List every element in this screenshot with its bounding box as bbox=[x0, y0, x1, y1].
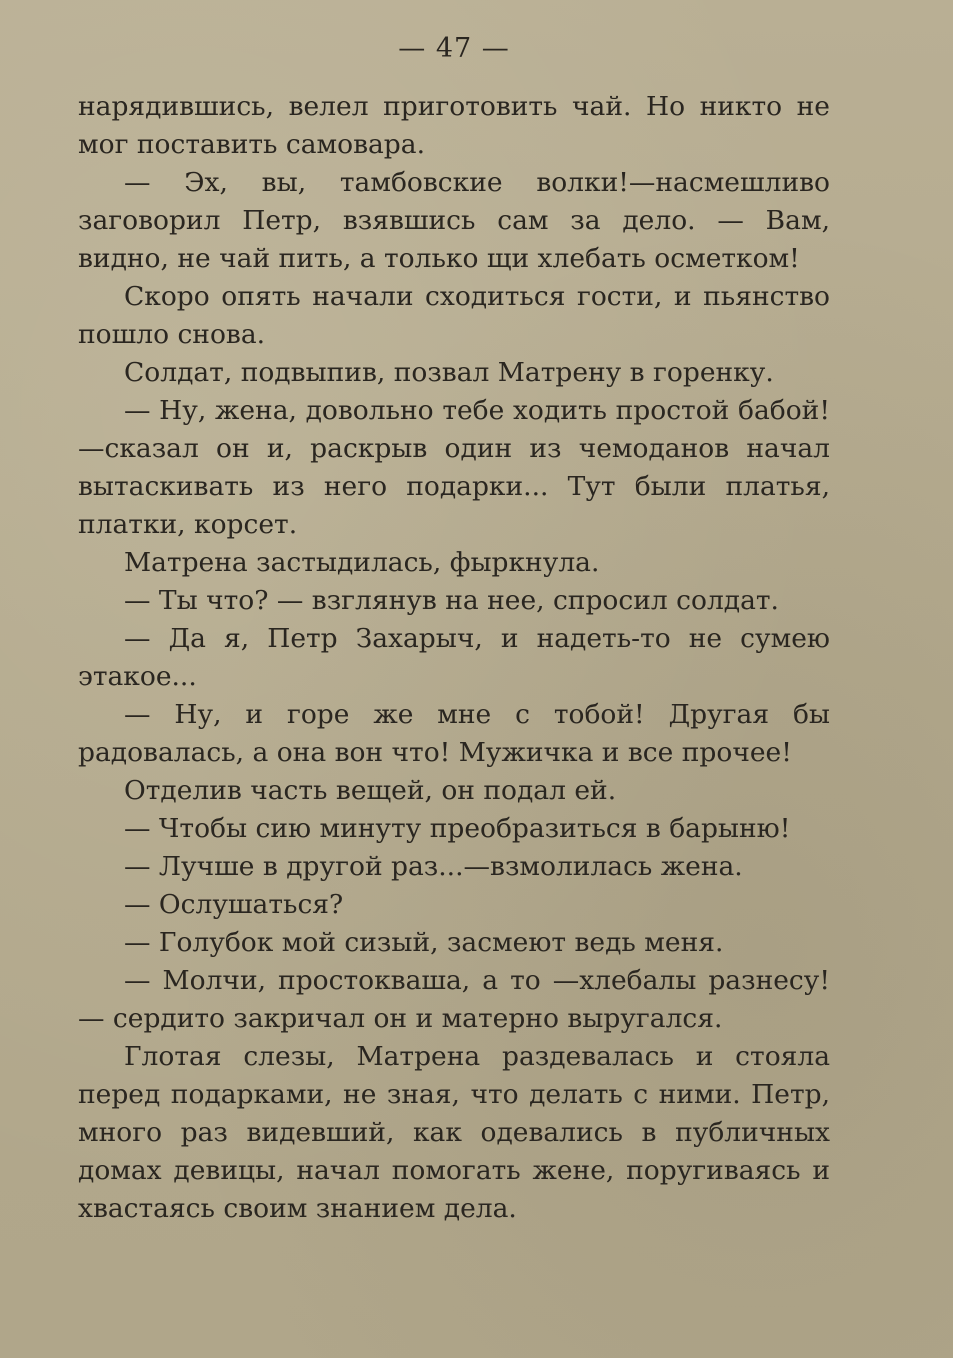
paragraph: нарядившись, велел приготовить чай. Но никто не мог поставить самовара. bbox=[78, 91, 830, 160]
paragraph: — Ну, и горе же мне с тобой! Другая бы радовалась, а она вон что! Мужичка и все прочее! bbox=[78, 699, 830, 768]
paragraph: Солдат, подвыпив, позвал Матрену в горенку. bbox=[124, 357, 774, 388]
paragraph: Отделив часть вещей, он подал ей. bbox=[124, 775, 617, 806]
body-text bbox=[78, 88, 830, 1228]
paragraph: — Чтобы сию минуту преобразиться в барыню! bbox=[124, 813, 791, 844]
paragraph: — Ослушаться? bbox=[124, 889, 344, 920]
paragraph: — Эх, вы, тамбовские волки!—насмешливо заговорил Петр, взявшись сам за дело. — Вам, видно, не чай пить, а только щи хлебать осметком! bbox=[78, 167, 830, 274]
book-page bbox=[78, 24, 830, 1228]
paragraph: — Ну, жена, довольно тебе ходить простой бабой!—сказал он и, раскрыв один из чемоданов начал вытаскивать из него подарки... Тут были платья, платки, корсет. bbox=[78, 395, 830, 540]
paragraph: — Голубок мой сизый, засмеют ведь меня. bbox=[124, 927, 724, 958]
paragraph: Глотая слезы, Матрена раздевалась и стояла перед подарками, не зная, что делать с ними. Петр, много раз видевший, как одевались в публичных домах девицы, начал помогать жене, поругиваясь и хвастаясь своим знанием дела. bbox=[78, 1041, 830, 1224]
page-number: — 47 — bbox=[398, 33, 510, 64]
paragraph: — Да я, Петр Захарыч, и надеть-то не сумею этакое... bbox=[78, 623, 830, 692]
paragraph: Скоро опять начали сходиться гости, и пьянство пошло снова. bbox=[78, 281, 830, 350]
paragraph: — Ты что? — взглянув на нее, спросил солдат. bbox=[124, 585, 779, 616]
paragraph: — Молчи, простокваша, а то —хлебалы разнесу!— сердито закричал он и матерно выругался. bbox=[78, 965, 830, 1034]
paragraph: — Лучше в другой раз...—взмолилась жена. bbox=[124, 851, 743, 882]
paragraph: Матрена застыдилась, фыркнула. bbox=[124, 547, 600, 578]
